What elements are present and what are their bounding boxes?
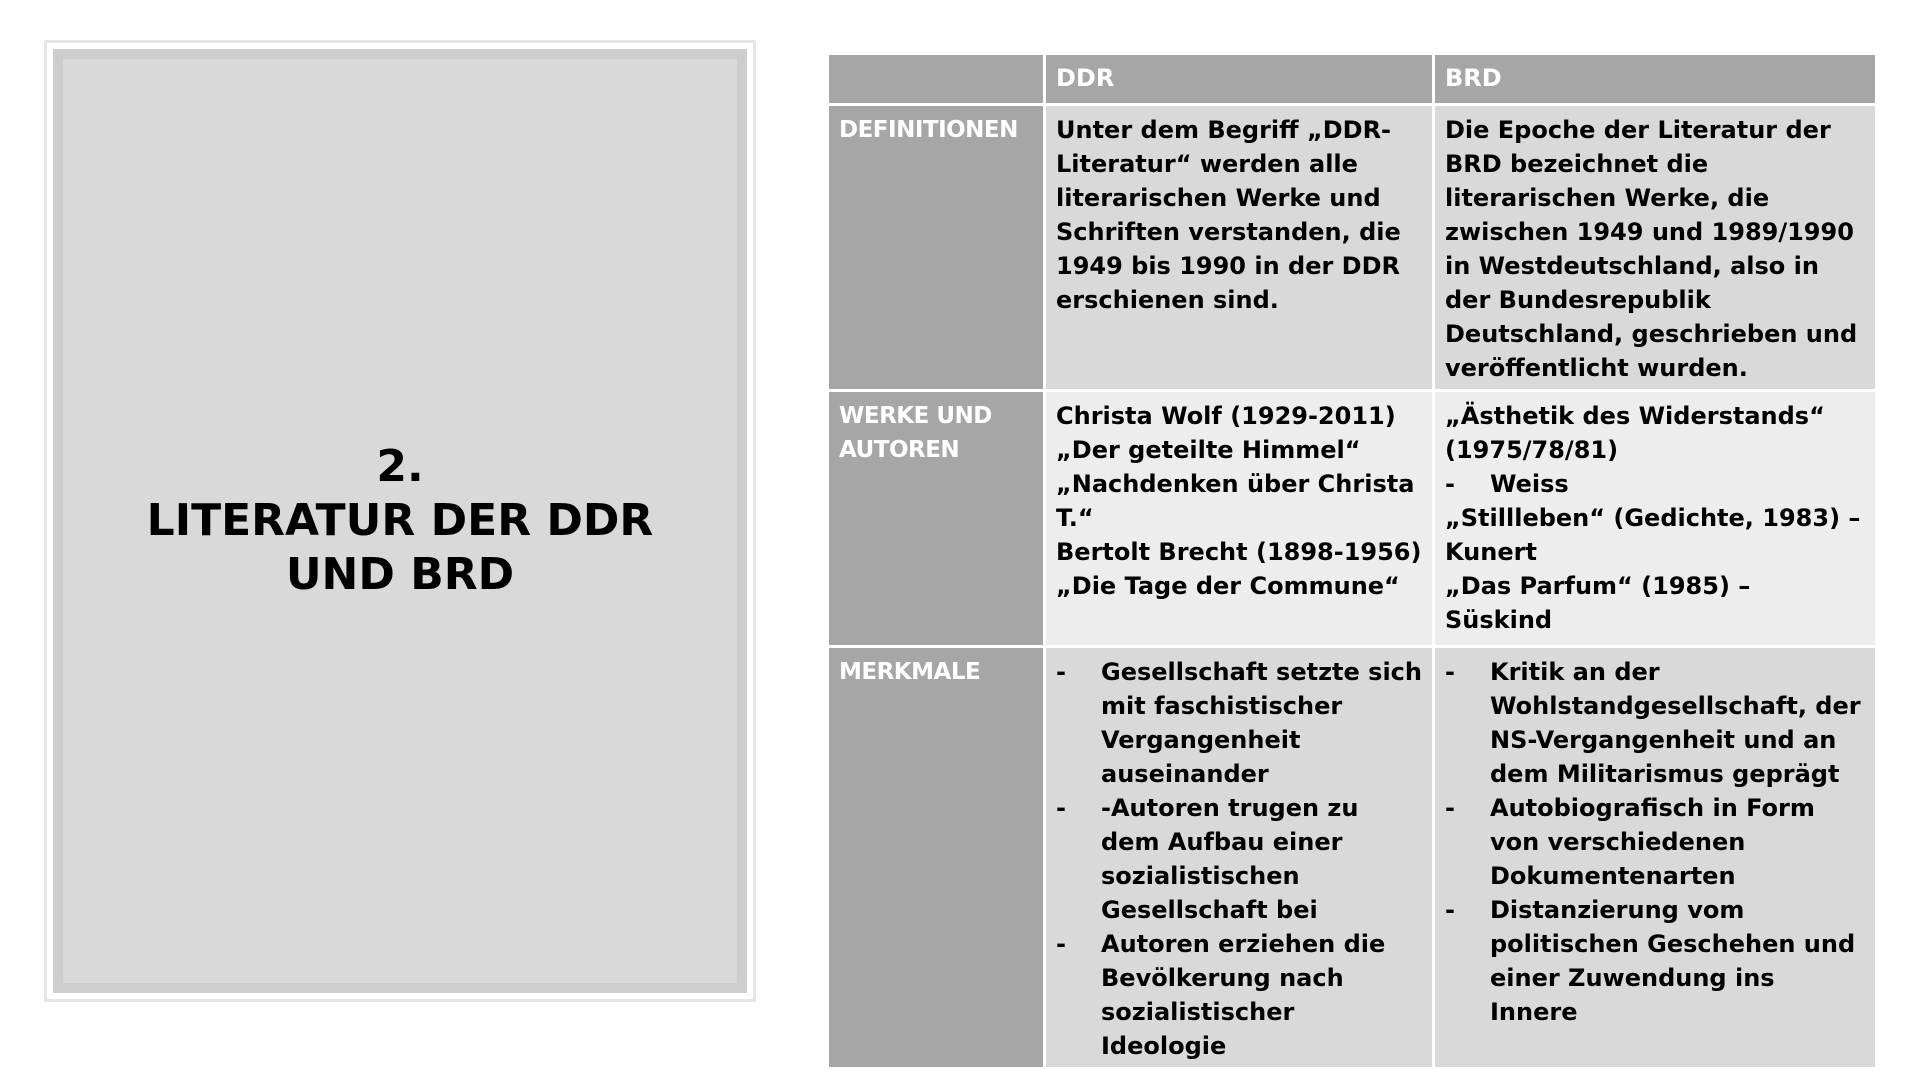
cell-definition-ddr: Unter dem Begriff „DDR-Literatur“ werden alle literarischen Werke und Schriften verstanden, die 1949 bis 1990 in der DDR erschienen sind. [1046, 106, 1432, 389]
bullet-dash: - [1445, 658, 1455, 686]
list-item: „Die Tage der Commune“ [1056, 572, 1400, 600]
list-item: Bertolt Brecht (1898-1956) [1056, 538, 1422, 566]
cell-merkmale-ddr [1046, 648, 1432, 1067]
list-item [1445, 467, 1865, 501]
cell-werke-ddr [1046, 392, 1432, 645]
table-header-row [829, 55, 1875, 103]
bullet-dash: - [1445, 794, 1455, 822]
merkmale-brd-list [1445, 655, 1865, 1029]
list-item-text: Weiss [1490, 470, 1569, 498]
table-row-definitionen [829, 106, 1875, 389]
bullet-dash: - [1056, 794, 1066, 822]
section-number: 2. [376, 441, 424, 492]
list-item [1056, 791, 1422, 927]
row-label-definitionen: DEFINITIONEN [829, 106, 1043, 389]
list-item-text: Kritik an der Wohlstandgesellschaft, der NS-Vergangenheit und an dem Militarismus geprägt [1490, 658, 1861, 788]
title-card [44, 40, 756, 1002]
list-item: „Stillleben“ (Gedichte, 1983) – Kunert [1445, 504, 1861, 566]
header-brd: BRD [1435, 55, 1875, 103]
row-label-werke: WERKE UND AUTOREN [829, 392, 1043, 645]
list-item-text: Gesellschaft setzte sich mit faschistischer Vergangenheit auseinander [1101, 658, 1422, 788]
list-item: „Nachdenken über Christa T.“ [1056, 470, 1415, 532]
list-item [1445, 791, 1865, 893]
bullet-dash: - [1445, 896, 1455, 924]
section-title: LITERATUR DER DDR UND BRD [146, 495, 654, 600]
row-label-merkmale: MERKMALE [829, 648, 1043, 1067]
comparison-table [826, 52, 1878, 1070]
list-item [1445, 655, 1865, 791]
cell-definition-brd: Die Epoche der Literatur der BRD bezeichnet die literarischen Werke, die zwischen 1949 und 1989/1990 in Westdeutschland, also in der Bundesrepublik Deutschland, geschrieben und veröffentlicht wurden. [1435, 106, 1875, 389]
cell-merkmale-brd [1435, 648, 1875, 1067]
title-card-panel [63, 59, 737, 983]
list-item [1445, 893, 1865, 1029]
list-item-text: Autoren erziehen die Bevölkerung nach sozialistischer Ideologie [1101, 930, 1386, 1060]
list-item-text: Autobiografisch in Form von verschiedenen Dokumentenarten [1490, 794, 1815, 890]
list-item: Christa Wolf (1929-2011) [1056, 402, 1396, 430]
header-ddr: DDR [1046, 55, 1432, 103]
bullet-dash: - [1445, 470, 1455, 498]
title-card-frame [53, 49, 747, 993]
header-empty-cell [829, 55, 1043, 103]
table-row-werke [829, 392, 1875, 645]
merkmale-ddr-list [1056, 655, 1422, 1063]
cell-werke-brd [1435, 392, 1875, 645]
list-item: „Der geteilte Himmel“ [1056, 436, 1361, 464]
bullet-dash: - [1056, 930, 1066, 958]
list-item-text: Distanzierung vom politischen Geschehen und einer Zuwendung ins Innere [1490, 896, 1856, 1026]
table-row-merkmale [829, 648, 1875, 1067]
list-item-text: -Autoren trugen zu dem Aufbau einer sozialistischen Gesellschaft bei [1101, 794, 1359, 924]
list-item [1056, 927, 1422, 1063]
bullet-dash: - [1056, 658, 1066, 686]
list-item [1056, 655, 1422, 791]
list-item: „Ästhetik des Widerstands“ (1975/78/81) [1445, 402, 1825, 464]
list-item: „Das Parfum“ (1985) – Süskind [1445, 572, 1751, 634]
